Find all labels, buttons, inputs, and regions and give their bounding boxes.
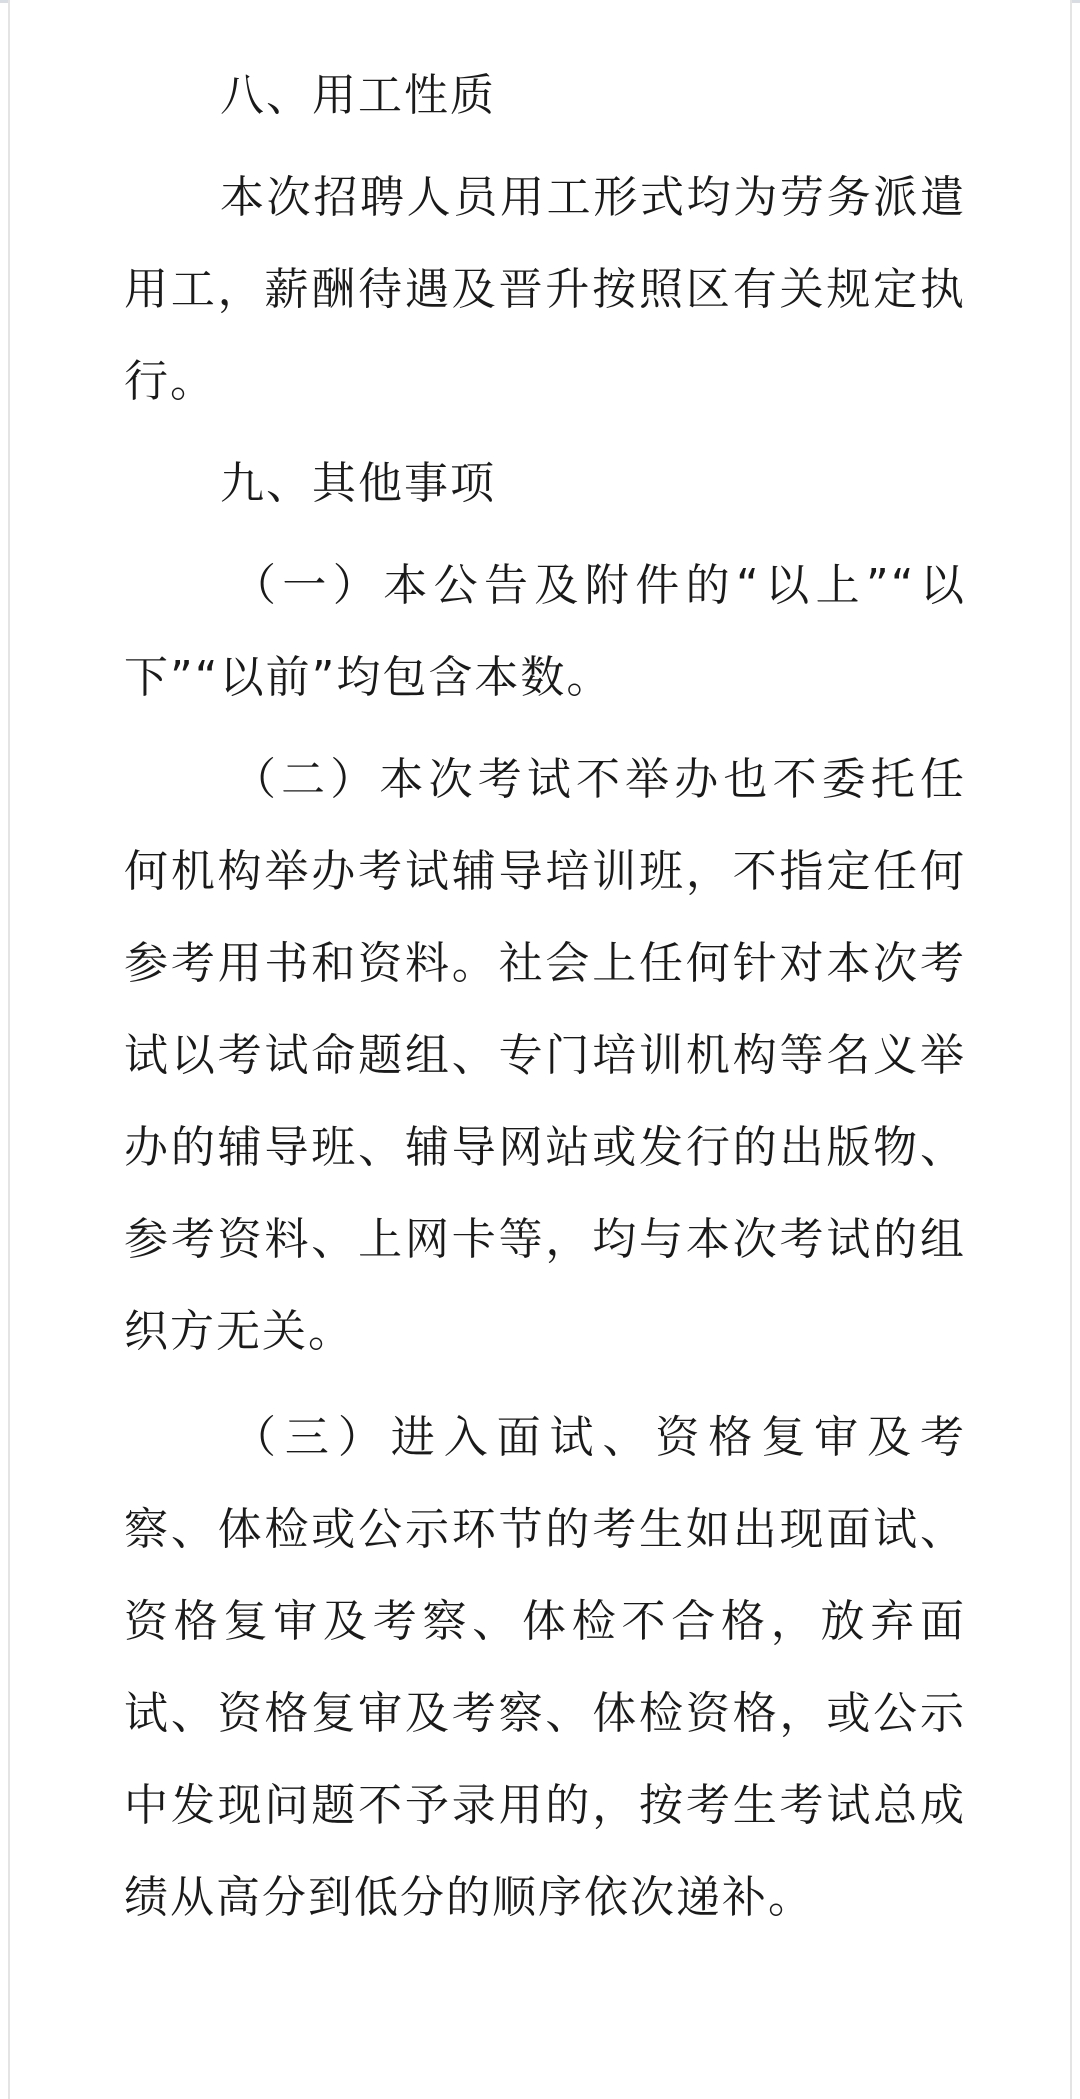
section-8-heading: 八、用工性质 <box>220 70 496 121</box>
document-body <box>124 50 966 1944</box>
section-8-body: 本次招聘人员用工形式均为劳务派遣用工，薪酬待遇及晋升按照区有关规定执行。 <box>124 172 966 407</box>
section-9-heading: 九、其他事项 <box>220 458 496 509</box>
section-9-item-1: （一）本公告及附件的“以上”“以下”“以前”均包含本数。 <box>124 560 966 703</box>
section-9-item-2: （二）本次考试不举办也不委托任何机构举办考试辅导培训班，不指定任何参考用书和资料。社会上任何针对本次考试以考试命题组、专门培训机构等名义举办的辅导班、辅导网站或发行的出版物、参考资料、上网卡等，均与本次考试的组织方无关。 <box>124 754 966 1357</box>
section-9-item-3: （三）进入面试、资格复审及考察、体检或公示环节的考生如出现面试、资格复审及考察、体检不合格，放弃面试、资格复审及考察、体检资格，或公示中发现问题不予录用的，按考生考试总成绩从高分到低分的顺序依次递补。 <box>124 1412 966 1923</box>
